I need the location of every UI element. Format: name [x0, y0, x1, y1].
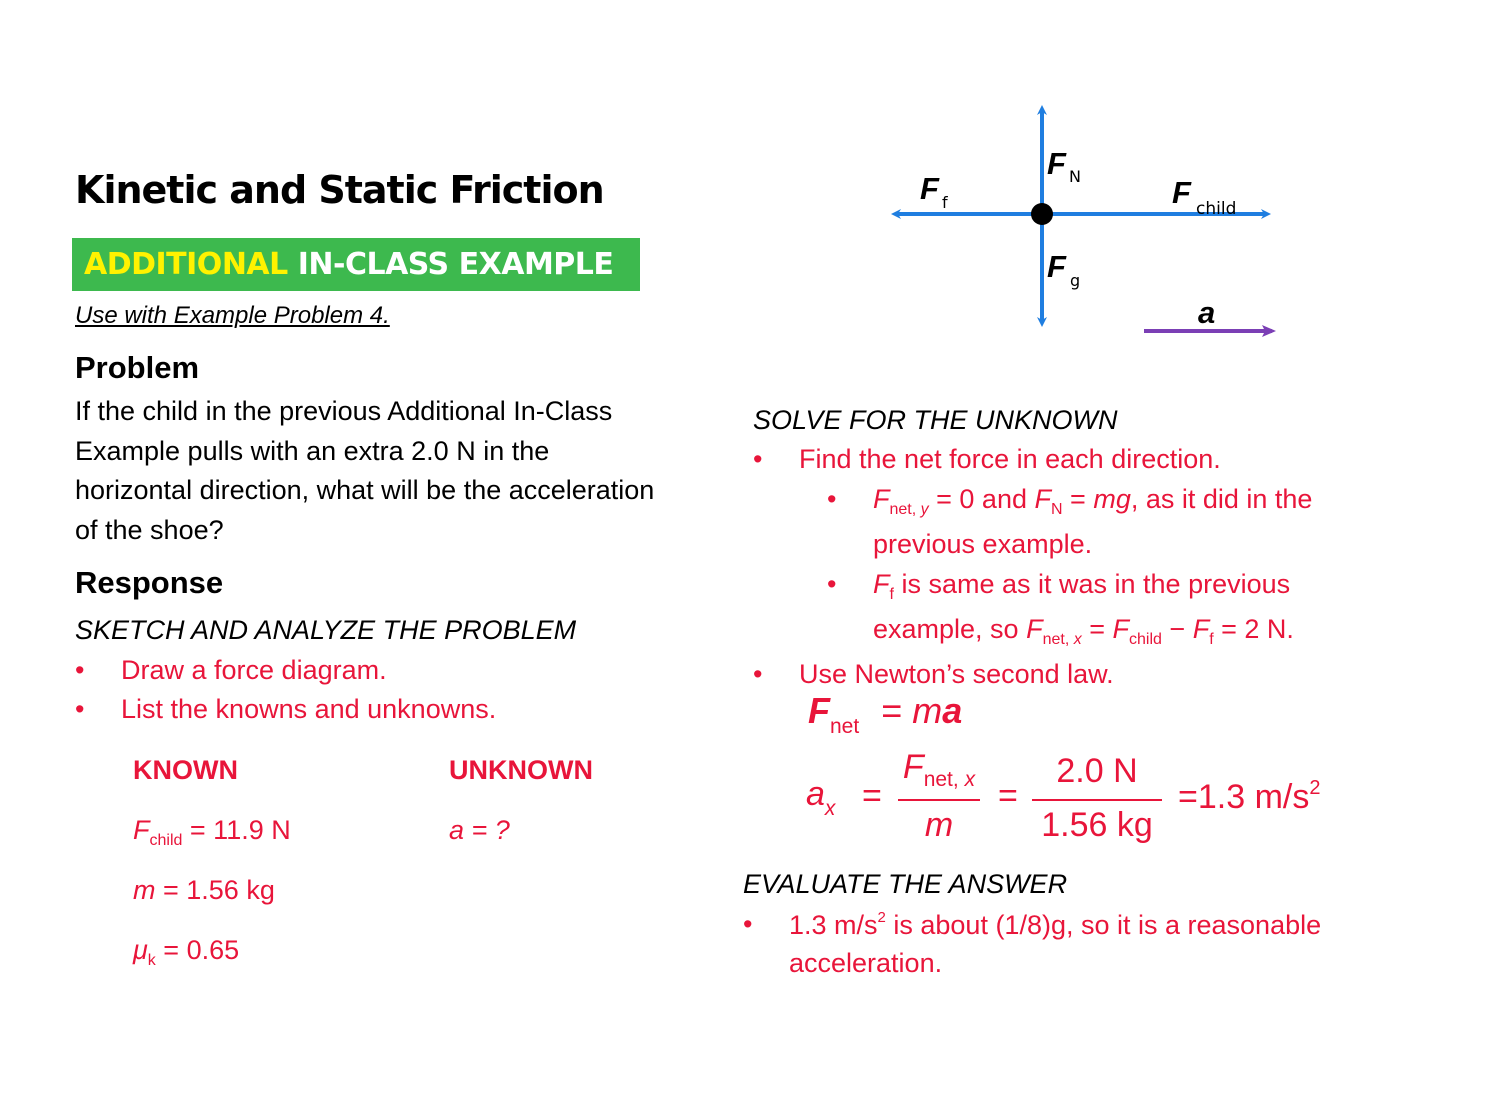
known-heading: KNOWN	[133, 755, 238, 785]
sub-bullet-2-line-2-start: example, so	[873, 614, 1027, 644]
sketch-heading: SKETCH AND ANALYZE THE PROBLEM	[75, 615, 577, 645]
fraction-2-bar	[1032, 799, 1162, 801]
bullet-text: List the knowns and unknowns.	[121, 694, 497, 724]
sketch-bullet-2	[75, 694, 496, 725]
evaluate-heading: EVALUATE THE ANSWER	[743, 869, 1068, 899]
acceleration-label: a	[1198, 295, 1216, 330]
banner-part2: IN-CLASS EXAMPLE	[297, 247, 614, 282]
fraction-1-bar	[898, 799, 980, 801]
equals-sign-2: =	[998, 777, 1018, 815]
solve-heading: SOLVE FOR THE UNKNOWN	[753, 405, 1118, 435]
known-symbol: F	[133, 815, 150, 845]
sub-bullet-1-line-1: $F_{net, y} = 0$ and $F_N$ = mg, as it did in the	[873, 484, 1313, 518]
fg-label: F	[1047, 249, 1066, 284]
fchild-label: F	[1172, 175, 1191, 210]
page-title: Kinetic and Static Friction	[75, 168, 604, 212]
known-mu	[133, 935, 239, 970]
frac1-den: m	[924, 806, 954, 844]
fg-sub-label: g	[1070, 271, 1081, 290]
ax-subscript: x	[824, 797, 836, 820]
solve-sub-bullet-1	[827, 484, 1312, 519]
fn-sub-label: N	[1069, 167, 1081, 186]
eq1-lhs-sub: net	[830, 715, 860, 738]
fraction-1-denominator	[898, 806, 980, 845]
bullet-dot: •	[753, 444, 763, 474]
equation-result: =1.3 $m/s^2$	[1178, 777, 1321, 816]
bullet-dot: •	[75, 655, 85, 685]
known-value: = 0.65	[155, 935, 240, 965]
fn-label: F	[1047, 146, 1066, 181]
equation-newton	[808, 690, 962, 739]
known-subscript: k	[147, 952, 156, 969]
bullet-dot: •	[743, 909, 753, 939]
sub-bullet-2-line-1: $F_f$ is same as it was in the previous	[873, 569, 1291, 603]
bullet-dot: •	[827, 484, 837, 514]
problem-line-1: If the child in the previous Additional In-Class	[75, 396, 613, 426]
sub-bullet-1-line-2: previous example.	[873, 529, 1093, 559]
known-mass	[133, 875, 275, 906]
known-symbol: m	[133, 875, 156, 905]
fraction-2-numerator: 2.0 N	[1056, 752, 1138, 790]
ff-sub-label: f	[942, 193, 948, 212]
force-diagram	[880, 95, 1300, 350]
bullet-text: Draw a force diagram.	[121, 655, 387, 685]
banner-part1: ADDITIONAL	[84, 247, 288, 282]
unknown-a	[449, 815, 510, 846]
fraction-1-numerator	[898, 748, 980, 792]
frac1-num: F	[902, 748, 924, 786]
problem-line-4: of the shoe?	[75, 514, 224, 545]
bullet-dot: •	[827, 569, 837, 599]
eq1-lhs: F	[808, 690, 830, 731]
sketch-bullet-1	[75, 655, 387, 686]
solve-sub-bullet-2	[827, 569, 1290, 604]
evaluate-text: is about (1/8)g, so it is a reasonable	[885, 910, 1322, 940]
ax-symbol: a	[806, 775, 825, 813]
solve-bullet-1	[753, 444, 1221, 475]
problem-heading: Problem	[75, 350, 200, 385]
solve-bullet-2	[753, 659, 1114, 690]
fchild-sub-label: child	[1196, 199, 1237, 219]
response-heading: Response	[75, 565, 224, 600]
evaluate-line-1	[789, 910, 1321, 940]
problem-line-2: Example pulls with an extra 2.0 N in the	[75, 435, 550, 466]
evaluate-value: 1.3 m/s	[789, 910, 878, 940]
frac1-num-sub: net, x	[923, 768, 976, 791]
known-value: = 1.56 kg	[155, 875, 275, 905]
evaluate-bullet	[743, 909, 1321, 941]
result-value: 1.3 m/s	[1197, 778, 1310, 816]
eq1-rhs: = ma	[881, 690, 963, 731]
sub-bullet-2-text: is same as it was in the previous	[893, 569, 1291, 599]
known-fchild	[133, 815, 291, 850]
bullet-dot: •	[75, 694, 85, 724]
known-value: = 11.9 N	[182, 815, 291, 845]
object-dot	[1031, 203, 1053, 225]
bullet-text: Find the net force in each direction.	[799, 444, 1221, 474]
evaluate-line-2: acceleration.	[789, 948, 943, 978]
use-with-note: Use with Example Problem 4.	[75, 302, 390, 329]
problem-text	[75, 392, 755, 550]
eq2-ax	[806, 775, 835, 821]
fraction-2-denominator: 1.56 kg	[1041, 806, 1153, 844]
evaluate-exponent: 2	[877, 909, 886, 926]
sub-bullet-2-line-2: example, so $F_{net, x} = F_{child} - F_f = 2$ N.	[873, 614, 1294, 648]
known-subscript: child	[149, 832, 183, 849]
additional-example-banner	[72, 238, 640, 291]
problem-line-3: horizontal direction, what will be the acceleration	[75, 475, 655, 505]
known-symbol: μ	[133, 935, 148, 965]
unknown-heading: UNKNOWN	[449, 755, 593, 785]
result-exponent: 2	[1309, 777, 1321, 799]
bullet-dot: •	[753, 659, 763, 689]
unknown-value: a = ?	[449, 815, 510, 845]
ff-label: F	[920, 171, 939, 206]
equals-sign-1: =	[862, 777, 882, 815]
bullet-text: Use Newton’s second law.	[799, 659, 1114, 689]
